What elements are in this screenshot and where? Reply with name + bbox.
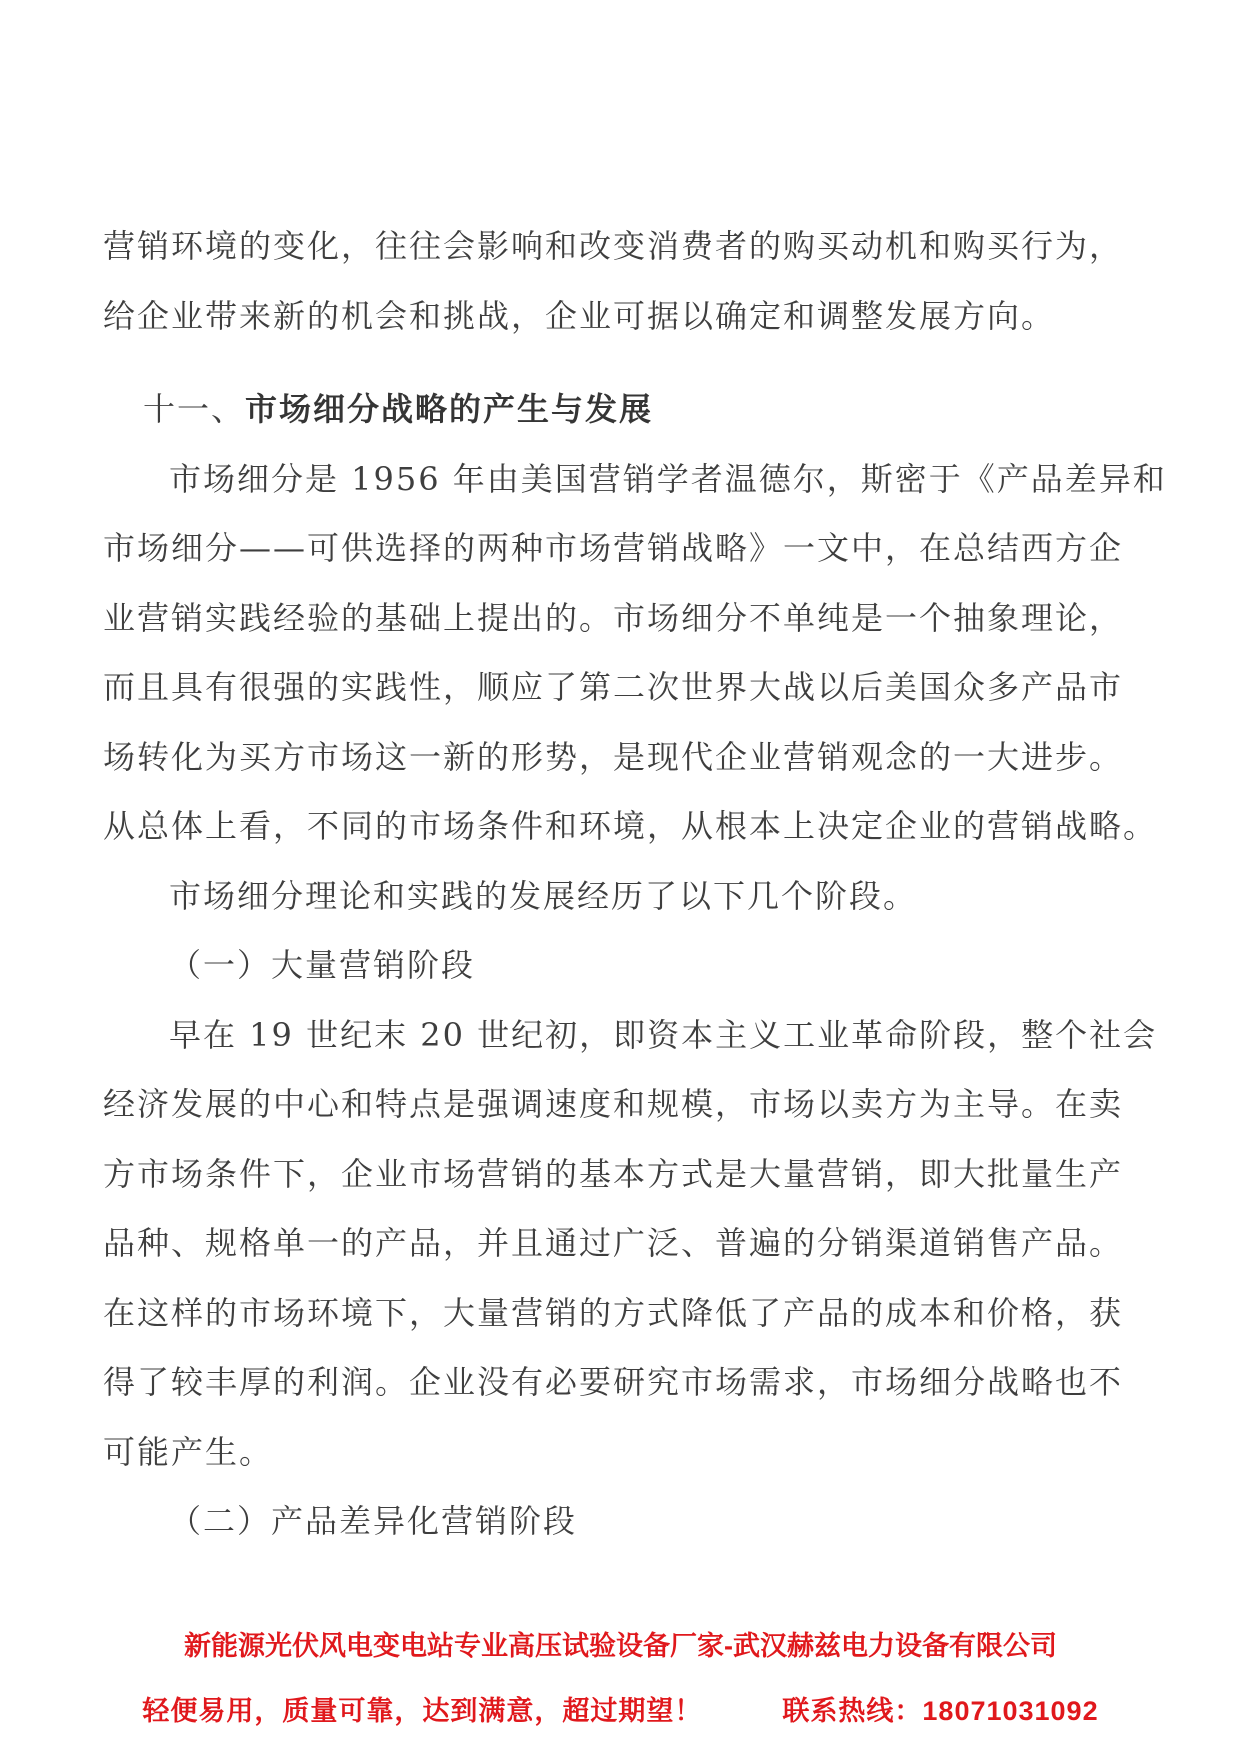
footer-slogan: 轻便易用，质量可靠，达到满意，超过期望！	[142, 1696, 703, 1726]
body-line: 经济发展的中心和特点是强调速度和规模，市场以卖方为主导。在卖	[103, 1085, 1124, 1123]
body-line: 品种、规格单一的产品，并且通过广泛、普遍的分销渠道销售产品。	[103, 1224, 1124, 1262]
body-line: 市场细分——可供选择的两种市场营销战略》一文中，在总结西方企	[103, 529, 1124, 567]
body-line: 营销环境的变化，往往会影响和改变消费者的购买动机和购买行为，	[103, 227, 1124, 265]
footer-hotline: 联系热线：18071031092	[782, 1696, 1099, 1726]
section-title: 市场细分战略的产生与发展	[245, 390, 654, 428]
body-line: 早在 19 世纪末 20 世纪初，即资本主义工业革命阶段，整个社会	[169, 1015, 1158, 1054]
body-line: 在这样的市场环境下，大量营销的方式降低了产品的成本和价格，获	[103, 1293, 1124, 1332]
section-number: 十一、	[143, 390, 246, 428]
section-heading	[103, 375, 1143, 445]
body-line: 市场细分理论和实践的发展经历了以下几个阶段。	[169, 876, 918, 915]
subsection-heading-1: （一）大量营销阶段	[169, 946, 476, 984]
body-line: 市场细分是 1956 年由美国营销学者温德尔，斯密于《产品差异和	[169, 459, 1167, 498]
body-line: 可能产生。	[103, 1432, 274, 1471]
body-line: 方市场条件下，企业市场营销的基本方式是大量营销，即大批量生产	[103, 1154, 1124, 1193]
body-line: 给企业带来新的机会和挑战，企业可据以确定和调整发展方向。	[103, 296, 1056, 335]
body-line: 得了较丰厚的利润。企业没有必要研究市场需求，市场细分战略也不	[103, 1363, 1124, 1401]
subsection-heading-2: （二）产品差异化营销阶段	[169, 1502, 578, 1540]
document-content	[103, 212, 1167, 1557]
footer-bottom-row	[0, 1694, 1241, 1728]
vendor-footer	[0, 1624, 1241, 1728]
body-line: 而且具有很强的实践性，顺应了第二次世界大战以后美国众多产品市	[103, 668, 1124, 706]
body-line: 场转化为买方市场这一新的形势，是现代企业营销观念的一大进步。	[103, 737, 1124, 776]
body-line: 从总体上看，不同的市场条件和环境，从根本上决定企业的营销战略。	[103, 807, 1158, 845]
footer-company-line: 新能源光伏风电变电站专业高压试验设备厂家-武汉赫兹电力设备有限公司	[184, 1631, 1057, 1661]
body-line: 业营销实践经验的基础上提出的。市场细分不单纯是一个抽象理论，	[103, 598, 1124, 637]
